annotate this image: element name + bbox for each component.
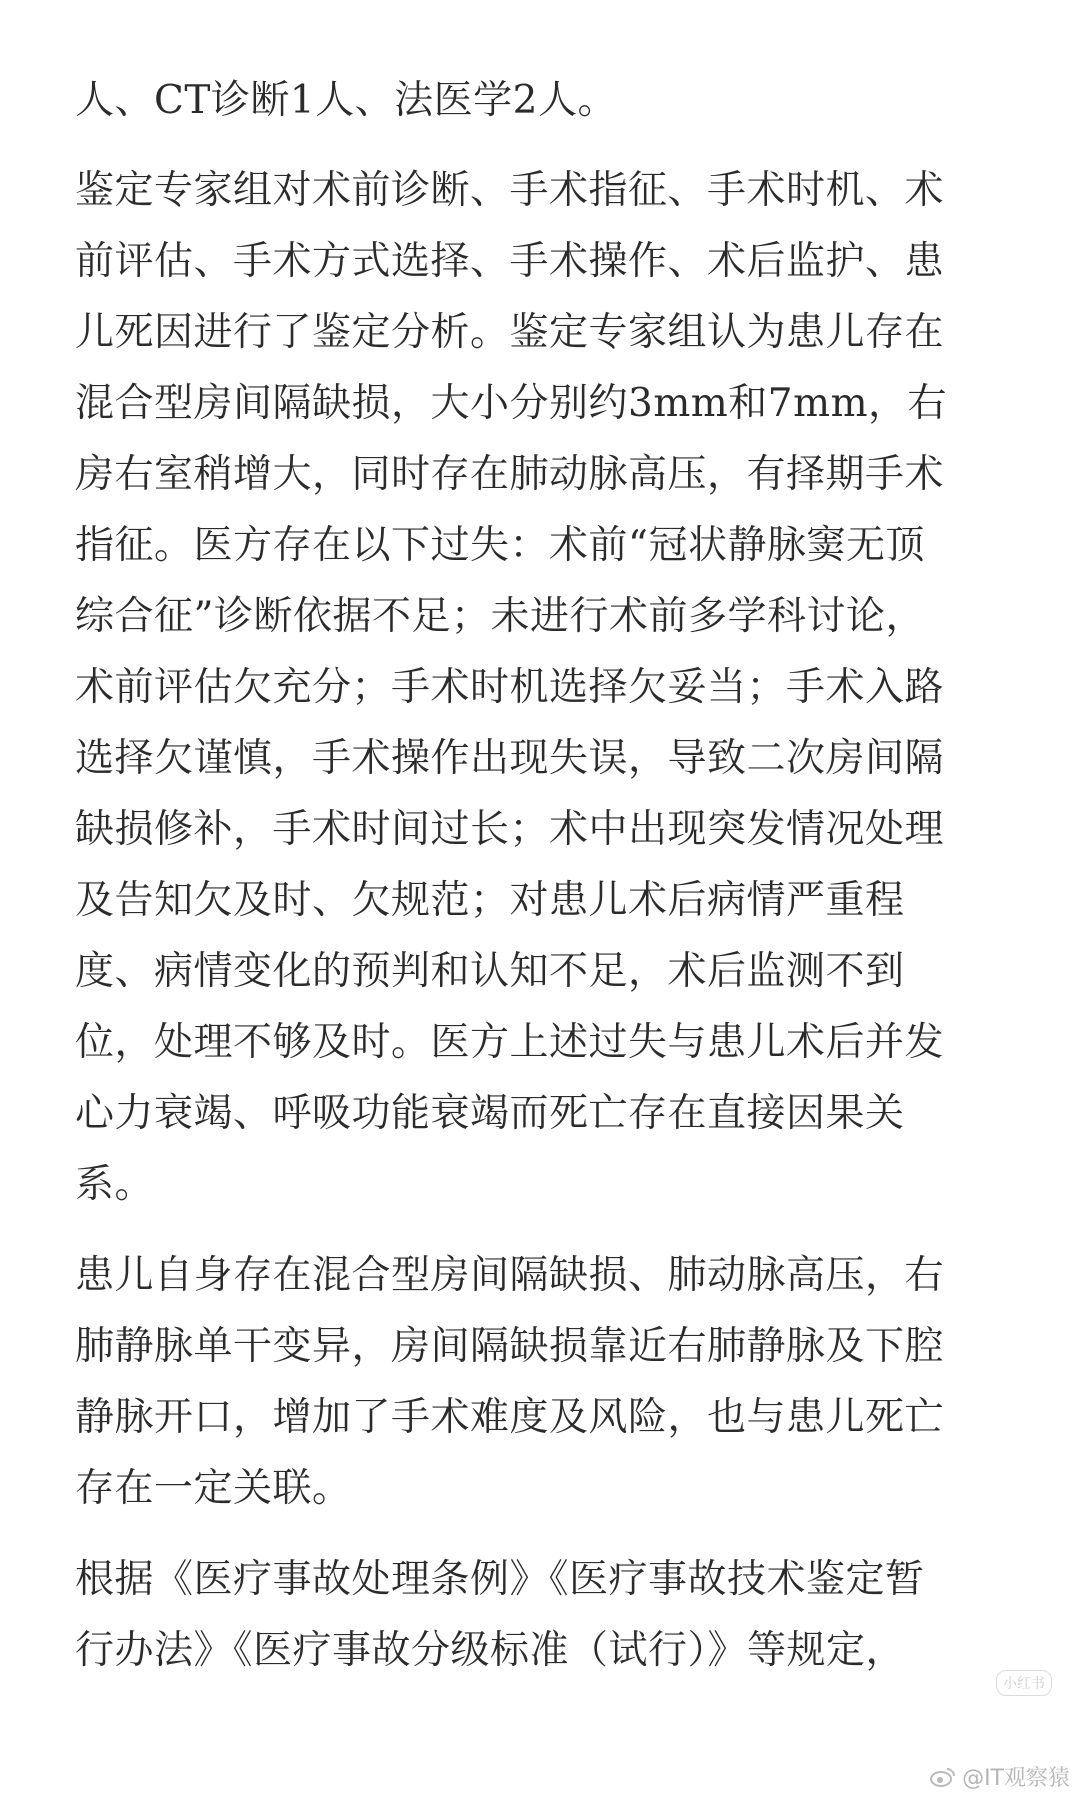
article-line: 儿死因进行了鉴定分析。鉴定专家组认为患儿存在 <box>75 310 945 355</box>
article-line: 综合征”诊断依据不足；未进行术前多学科讨论， <box>75 594 925 639</box>
article-line: 指征。医方存在以下过失：术前“冠状静脉窦无顶 <box>75 523 925 568</box>
weibo-icon <box>930 1767 956 1787</box>
article-line: 度、病情变化的预判和认知不足，术后监测不到 <box>75 949 905 994</box>
article-line: 静脉开口，增加了手术难度及风险，也与患儿死亡 <box>75 1395 945 1440</box>
article-line: 选择欠谨慎，手术操作出现失误，导致二次房间隔 <box>75 736 945 781</box>
article-line: 心力衰竭、呼吸功能衰竭而死亡存在直接因果关 <box>75 1091 905 1136</box>
watermark-text: @IT观察猿 <box>962 1766 1070 1791</box>
article-line: 混合型房间隔缺损，大小分别约3mm和7mm，右 <box>75 381 948 426</box>
article-line: 行办法》《医疗事故分级标准（试行）》等规定， <box>75 1628 906 1673</box>
article-line: 前评估、手术方式选择、手术操作、术后监护、患 <box>75 239 945 284</box>
article-line: 系。 <box>75 1162 155 1207</box>
article-line: 及告知欠及时、欠规范；对患儿术后病情严重程 <box>75 878 905 923</box>
article-line: 缺损修补，手术时间过长；术中出现突发情况处理 <box>75 807 945 852</box>
side-watermark: 小红书 <box>996 1670 1052 1696</box>
article-line: 存在一定关联。 <box>75 1466 352 1511</box>
weibo-watermark <box>930 1761 1070 1792</box>
article-line: 肺静脉单干变异，房间隔缺损靠近右肺静脉及下腔 <box>75 1324 945 1369</box>
article-line: 鉴定专家组对术前诊断、手术指征、手术时机、术 <box>75 168 945 213</box>
article-line: 根据《医疗事故处理条例》《医疗事故技术鉴定暂 <box>75 1557 925 1602</box>
article-line: 人、CT诊断1人、法医学2人。 <box>75 78 617 123</box>
article-line: 患儿自身存在混合型房间隔缺损、肺动脉高压，右 <box>75 1253 945 1298</box>
article-line: 术前评估欠充分；手术时机选择欠妥当；手术入路 <box>75 665 945 710</box>
article-line: 位，处理不够及时。医方上述过失与患儿术后并发 <box>75 1020 945 1065</box>
article-line: 房右室稍增大，同时存在肺动脉高压，有择期手术 <box>75 452 945 497</box>
